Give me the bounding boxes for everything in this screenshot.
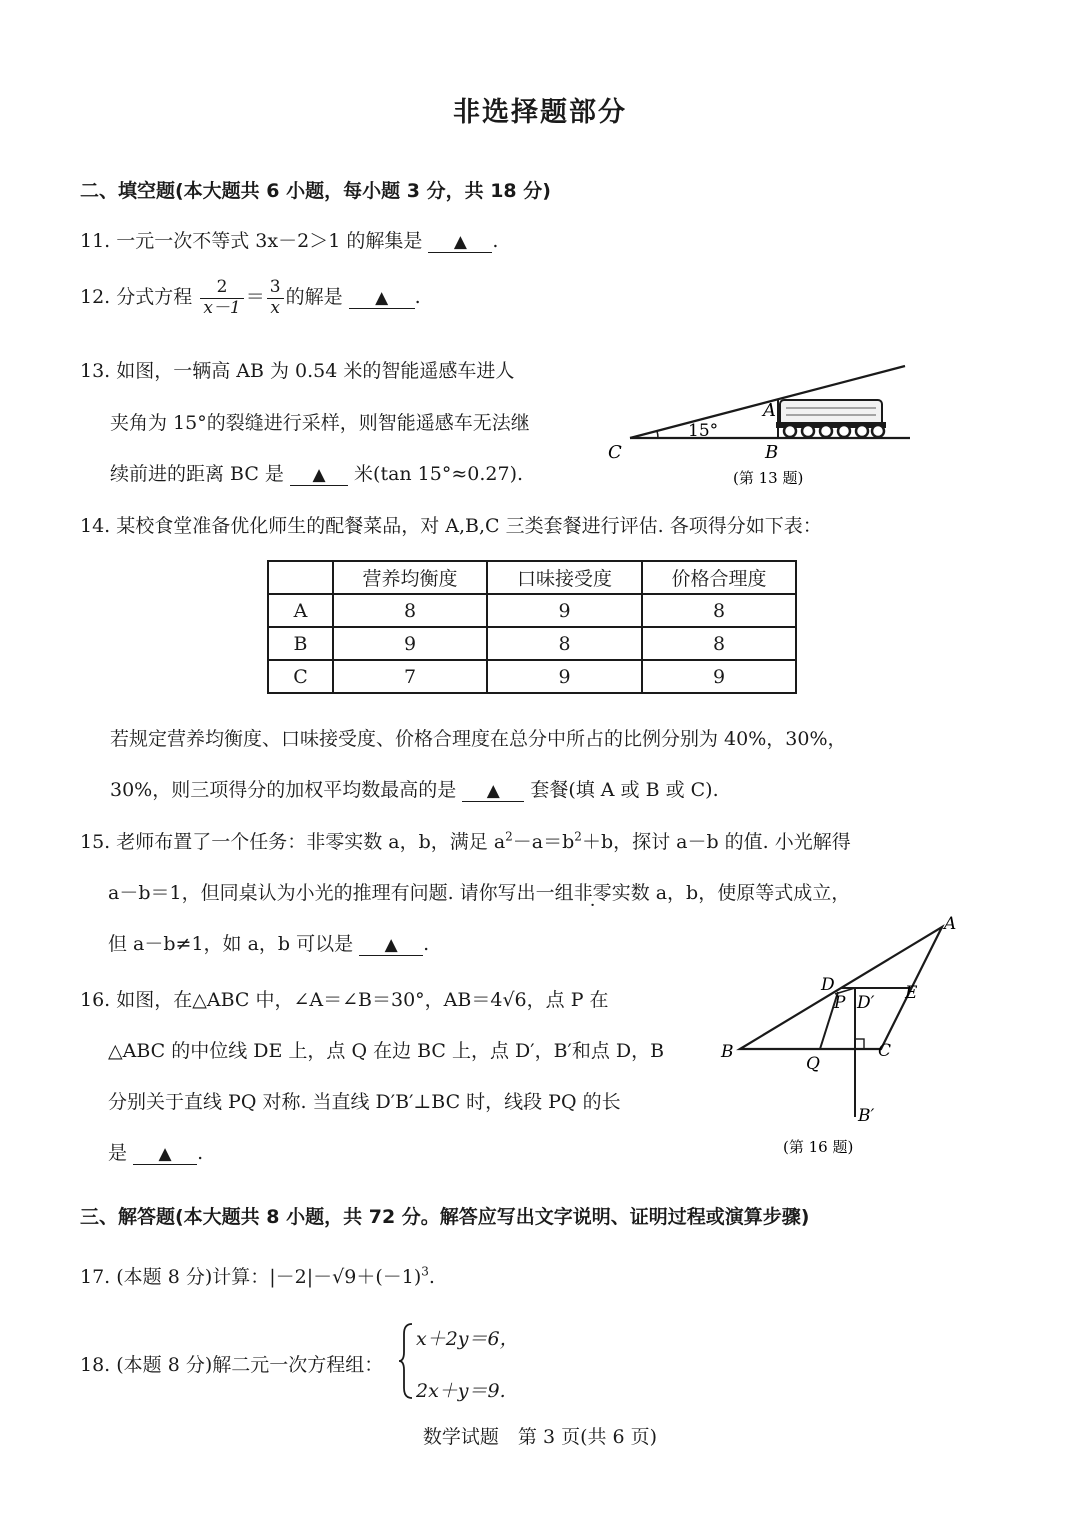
table-cell: 8 [487,627,642,660]
q12-number: 12. [80,286,111,309]
q16-label-e: E [905,983,918,1003]
page-title: 非选择题部分 [453,97,627,128]
q12-frac2-numerator: 3 [267,278,284,299]
q11-answer-blank[interactable] [428,231,492,253]
q12-post: 的解是 [285,286,343,309]
table-header-cell: 价格合理度 [642,561,796,594]
q12-fraction-2 [267,278,284,318]
q15-line-3 [108,929,429,956]
q16-label-b: B [721,1042,734,1062]
q17-end: . [428,1266,435,1288]
q15-line-2-a: a－b＝1，但同桌认为小光的推理有问题. 请你写出一组 [108,882,574,904]
table-header-cell: 口味接受度 [487,561,642,594]
q16-label-dprime: D′ [857,993,875,1013]
q17-exponent: 3 [421,1264,429,1279]
q13-figure [600,358,920,493]
q16-end: . [197,1142,204,1164]
q18-pre: 18. (本题 8 分)解二元一次方程组： [80,1354,384,1376]
q14-answer-blank[interactable] [462,780,524,802]
answer-triangle-icon: ▲ [453,232,467,252]
table-cell: A [268,594,333,627]
q16-label-c: C [878,1041,892,1061]
table-row [268,627,796,660]
q16-label-bprime: B′ [858,1106,875,1126]
q13-line-2: 夹角为 15°的裂缝进行采样，则智能遥感车无法继 [110,412,530,434]
q15-end: . [423,933,430,955]
table-header-cell [268,561,333,594]
table-header-cell: 营养均衡度 [333,561,487,594]
answer-triangle-icon: ▲ [384,935,398,955]
q12-frac2-denominator: x [270,297,280,318]
answer-triangle-icon: ▲ [158,1144,172,1164]
q18-equation-1: x＋2y＝6， [416,1328,519,1350]
q15-line-2-b: 实数 a，b，使原等式成立， [611,882,851,904]
q15-superscript: 2 [505,829,513,844]
question-17 [80,1262,435,1289]
q12-frac1-denominator: x－1 [203,297,241,318]
q13-label-a: A [763,400,776,421]
q16-line-1: 16. 如图，在△ABC 中，∠A＝∠B＝30°，AB＝4√6，点 P 在 [80,989,609,1011]
q13-label-b: B [765,442,779,463]
q16-caption: (第 16 题) [783,1138,854,1156]
table-row [268,660,796,693]
q15-emphasis-dots: 非零 [573,882,612,904]
q15-answer-blank[interactable] [359,934,423,956]
table-cell: C [268,660,333,693]
q14-line-3-post: 套餐(填 A 或 B 或 C). [530,779,719,801]
q16-answer-blank[interactable] [133,1143,197,1165]
section-2-heading: 二、填空题(本大题共 6 小题，每小题 3 分，共 18 分) [80,180,551,202]
q16-label-d: D [821,975,835,995]
q12-equals: ＝ [245,286,265,309]
answer-triangle-icon: ▲ [375,288,389,309]
table-cell: 8 [642,627,796,660]
q16-line-4-pre: 是 [108,1142,128,1164]
q16-label-p: P [834,993,846,1013]
q12-answer-blank[interactable] [349,287,415,309]
q14-score-table [267,560,797,694]
q11-text: 一元一次不等式 3x－2＞1 的解集是 [116,230,423,252]
q17-text: 17. (本题 8 分)计算：|－2|－√9＋(－1) [80,1266,422,1288]
q16-line-4 [108,1138,203,1165]
q13-line-3 [110,459,523,486]
question-11 [80,226,498,253]
q13-line-3-pre: 续前进的距离 BC 是 [110,463,284,485]
q14-line-3 [110,775,719,802]
q14-line-3-pre: 30%，则三项得分的加权平均数最高的是 [110,779,457,801]
q15-line-1 [80,827,851,854]
table-row [268,594,796,627]
q13-line-1: 13. 如图，一辆高 AB 为 0.54 米的智能遥感车进人 [80,360,515,382]
q15-line-3-pre: 但 a－b≠1，如 a，b 可以是 [108,933,354,955]
q12-pre: 分式方程 [116,286,193,309]
question-12 [80,278,421,318]
table-cell: 9 [487,660,642,693]
q15-line-1-a: 15. 老师布置了一个任务：非零实数 a，b，满足 a [80,831,506,853]
table-cell: 9 [487,594,642,627]
q11-number: 11. [80,230,111,252]
table-cell: 9 [642,660,796,693]
q15-superscript: 2 [574,829,582,844]
q18-brace-icon [398,1322,414,1400]
q13-rover [776,400,886,437]
q16-right-angle-mark [855,1039,864,1049]
q16-label-a: A [944,914,957,934]
answer-triangle-icon: ▲ [486,781,500,801]
table-cell: 8 [333,594,487,627]
table-cell: 8 [642,594,796,627]
table-cell: 7 [333,660,487,693]
answer-triangle-icon: ▲ [312,465,326,485]
q15-line-1-c: ＋b，探讨 a－b 的值. 小光解得 [581,831,851,853]
q11-end: . [492,230,499,252]
q12-fraction-1 [200,278,243,318]
q16-figure [715,912,965,1162]
q16-line-3: 分别关于直线 PQ 对称. 当直线 D′B′⊥BC 时，线段 PQ 的长 [108,1091,621,1113]
table-cell: B [268,627,333,660]
q16-label-q: Q [806,1054,820,1074]
q14-line-2: 若规定营养均衡度、口味接受度、价格合理度在总分中所占的比例分别为 40%，30%， [110,728,847,750]
q14-line-1: 14. 某校食堂准备优化师生的配餐菜品，对 A,B,C 三类套餐进行评估. 各项得分如下表： [80,515,822,537]
q13-line-3-post: 米(tan 15°≈0.27). [354,463,524,485]
q15-line-1-b: －a＝b [512,831,575,853]
q13-caption: (第 13 题) [733,469,804,487]
q16-line-2: △ABC 的中位线 DE 上，点 Q 在边 BC 上，点 D′，B′和点 D，B [108,1040,665,1062]
q15-line-2 [108,878,850,905]
q13-answer-blank[interactable] [290,464,348,486]
table-header-row [268,561,796,594]
section-3-heading: 三、解答题(本大题共 8 小题，共 72 分。解答应写出文字说明、证明过程或演算步骤) [80,1206,810,1228]
q12-end: . [414,286,421,309]
q13-label-c: C [608,442,622,463]
q12-frac1-numerator: 2 [200,278,243,299]
page-footer: 数学试题 第 3 页(共 6 页) [422,1426,658,1448]
table-cell: 9 [333,627,487,660]
q18-equation-2: 2x＋y＝9. [416,1380,506,1402]
q13-label-angle: 15° [688,421,719,441]
